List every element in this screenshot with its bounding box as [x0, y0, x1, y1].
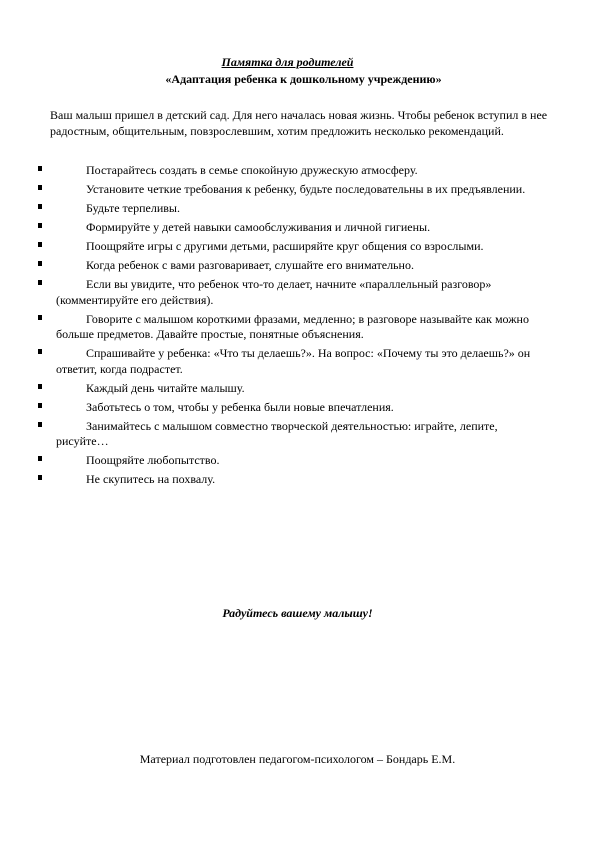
- list-item: [0, 277, 595, 308]
- list-item-text: Занимайтесь с малышом совместно творческой деятельностью: играйте, лепите, рисуйте…: [56, 418, 498, 448]
- list-item-text: Не скупитесь на похвалу.: [86, 472, 216, 486]
- list-item: [0, 201, 595, 217]
- list-item-text: Формируйте у детей навыки самообслуживания и личной гигиены.: [86, 220, 431, 234]
- page-subtitle: «Адаптация ребенка к дошкольному учреждению»: [165, 72, 442, 86]
- list-item-text: Поощряйте любопытство.: [86, 453, 220, 467]
- list-item: [0, 220, 595, 236]
- bullet-icon: [38, 242, 42, 247]
- list-item-text: Заботьтесь о том, чтобы у ребенка были новые впечатления.: [86, 399, 394, 414]
- list-item-text: Поощряйте игры с другими детьми, расширяйте круг общения со взрослыми.: [86, 239, 484, 253]
- bullet-icon: [38, 204, 42, 209]
- list-item: [0, 163, 595, 179]
- bullet-icon: [38, 456, 42, 461]
- list-item-text: Когда ребенок с вами разговаривает, слушайте его внимательно.: [86, 258, 414, 272]
- author-credit: Материал подготовлен педагогом-психологом – Бондарь Е.М.: [139, 752, 456, 766]
- bullet-icon: [38, 315, 42, 320]
- list-item: [0, 182, 595, 198]
- list-item-text: Спрашивайте у ребенка: «Что ты делаешь?». На вопрос: «Почему ты это делаешь?» он ответит, когда подрастет.: [56, 346, 531, 376]
- list-item-text: Если вы увидите, что ребенок что-то делает, начните «параллельный разговор» (комментируйте его действия).: [56, 277, 492, 307]
- bullet-icon: [38, 422, 42, 427]
- recommendations-list: [0, 163, 595, 491]
- bullet-icon: [38, 223, 42, 228]
- list-item-text: Говорите с малышом короткими фразами, медленно; в разговоре называйте как можно больше предметов. Давайте простые, понятные объяснения.: [56, 311, 529, 341]
- list-item-text: Каждый день читайте малышу.: [86, 380, 245, 395]
- list-item: [0, 239, 595, 255]
- bullet-icon: [38, 280, 42, 285]
- list-item: [0, 346, 595, 377]
- list-item-text: Будьте терпеливы.: [86, 201, 180, 215]
- list-item: [0, 312, 595, 343]
- bullet-icon: [38, 261, 42, 266]
- list-item: [0, 381, 595, 397]
- page-title: Памятка для родителей: [221, 55, 354, 69]
- bullet-icon: [38, 384, 42, 389]
- closing-line: Радуйтесь вашему малышу!: [222, 606, 373, 620]
- intro-paragraph: Ваш малыш пришел в детский сад. Для него началась новая жизнь. Чтобы ребенок вступил в нее радостным, общительным, повзрослевшим, хотим предложить несколько рекомендаций.: [50, 108, 548, 138]
- list-item: [0, 400, 595, 416]
- list-item: [0, 453, 595, 469]
- bullet-icon: [38, 475, 42, 480]
- bullet-icon: [38, 185, 42, 190]
- bullet-icon: [38, 349, 42, 354]
- list-item: [0, 258, 595, 274]
- bullet-icon: [38, 166, 42, 171]
- list-item-text: Постарайтесь создать в семье спокойную дружескую атмосферу.: [86, 163, 418, 177]
- list-item: [0, 419, 595, 450]
- list-item-text: Установите четкие требования к ребенку, будьте последовательны в их предъявлении.: [86, 182, 526, 196]
- list-item: [0, 472, 595, 488]
- bullet-icon: [38, 403, 42, 408]
